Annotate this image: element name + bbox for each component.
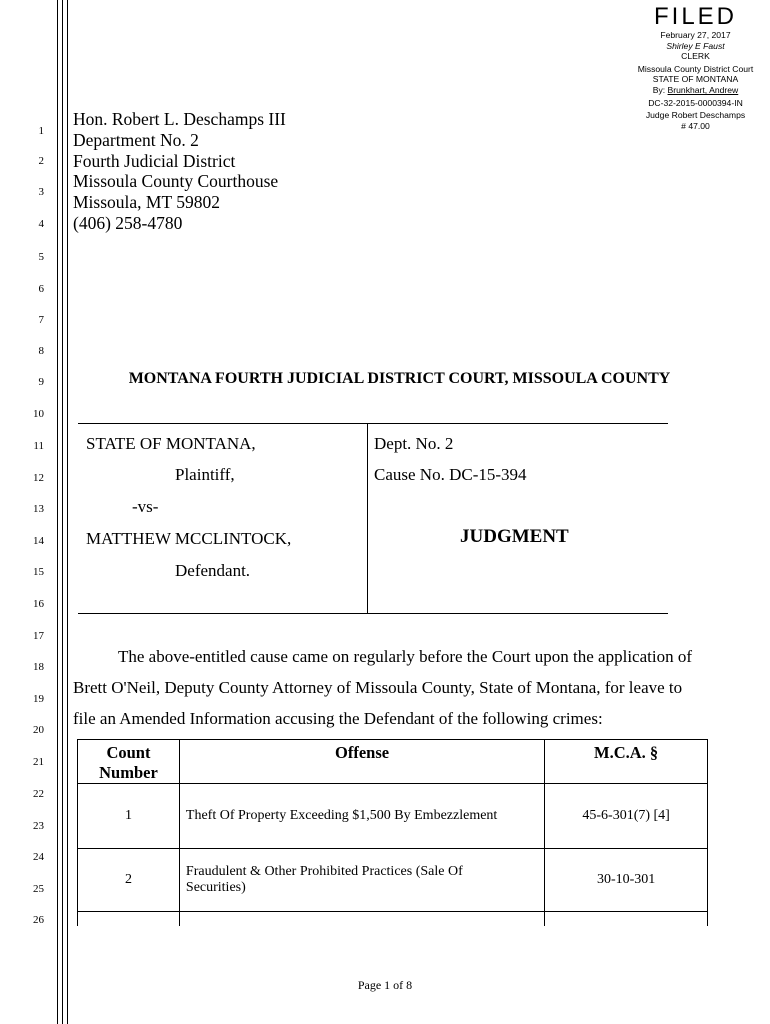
stamp-judge: Judge Robert Deschamps [645, 110, 746, 121]
caption-top-rule [78, 423, 668, 424]
line-number: 10 [33, 408, 44, 420]
line-number: 2 [38, 155, 44, 167]
count-header [78, 740, 180, 784]
body-line-3: file an Amended Information accusing the Defendant of the following crimes: [73, 709, 603, 728]
line-number: 5 [38, 251, 44, 263]
line-number: 14 [33, 535, 44, 547]
clerk-name: Shirley E Faust [666, 40, 725, 51]
filed-date: February 27, 2017 [660, 30, 731, 40]
filed-stamp [628, 4, 763, 131]
line-number: 24 [33, 851, 44, 863]
offense-table [77, 739, 708, 926]
mca-cell: 45-6-301(7) [4] [545, 784, 708, 849]
margin-rule-middle [62, 0, 63, 1024]
clerk-title: CLERK [681, 51, 710, 62]
plaintiff-name: STATE OF MONTANA, [86, 434, 256, 453]
header-line: Hon. Robert L. Deschamps III [73, 109, 286, 129]
line-number: 9 [38, 376, 44, 388]
line-number: 25 [33, 883, 44, 895]
offense-cell [179, 849, 544, 912]
line-number: 18 [33, 661, 44, 673]
line-number: 1 [38, 125, 44, 137]
line-number: 19 [33, 693, 44, 705]
document-title: JUDGMENT [460, 526, 569, 547]
stamp-by-prefix: By: [652, 84, 668, 95]
count-cell: 1 [78, 784, 180, 849]
stamp-doc-number: # 47.00 [681, 120, 710, 131]
mca-cell: 30-10-301 [545, 849, 708, 912]
offense-cell-empty [179, 912, 544, 926]
defendant-role: Defendant. [175, 561, 251, 580]
offense-header: Offense [179, 740, 544, 784]
line-number: 23 [33, 820, 44, 832]
header-line: Department No. 2 [73, 129, 199, 150]
dept-number: Dept. No. 2 [374, 434, 454, 453]
count-cell: 2 [78, 849, 180, 912]
page-number: Page 1 of 8 [357, 978, 413, 992]
line-number: 4 [38, 218, 44, 230]
margin-rule-right [67, 0, 68, 1024]
line-number: 20 [33, 724, 44, 736]
stamp-by-name: Brunkhart, Andrew [667, 84, 739, 95]
court-title: MONTANA FOURTH JUDICIAL DISTRICT COURT, MISSOULA COUNTY [128, 370, 671, 387]
stamp-by [628, 85, 763, 96]
versus-label: -vs- [132, 497, 159, 516]
line-number: 7 [38, 314, 44, 326]
caption-bottom-rule [78, 613, 668, 614]
line-number: 8 [38, 345, 44, 357]
line-number: 11 [33, 440, 44, 452]
count-cell-empty [78, 912, 180, 926]
body-line-2: Brett O'Neil, Deputy County Attorney of Missoula County, State of Montana, for leave to [73, 678, 683, 697]
table-header-row [78, 740, 708, 784]
line-number: 21 [33, 756, 44, 768]
stamp-state: STATE OF MONTANA [652, 74, 739, 85]
header-line: Missoula, MT 59802 [73, 192, 220, 213]
mca-header: M.C.A. § [545, 740, 708, 784]
table-row-continued [78, 912, 708, 926]
body-line-1: The above-entitled cause came on regularly before the Court upon the application of [118, 647, 692, 666]
line-number: 16 [33, 598, 44, 610]
margin-rule-left [57, 0, 58, 1024]
mca-cell-empty [545, 912, 708, 926]
count-header-line1: Count [106, 743, 151, 762]
line-number: 17 [33, 630, 44, 642]
cause-number: Cause No. DC-15-394 [374, 465, 527, 484]
judge-header [73, 109, 286, 234]
stamp-court: Missoula County District Court [637, 63, 754, 74]
caption-divider [367, 423, 368, 614]
count-header-line2: Number [99, 763, 158, 782]
offense-line: Securities) [185, 880, 246, 895]
defendant-name: MATTHEW MCCLINTOCK, [86, 529, 292, 548]
line-number: 6 [38, 283, 44, 295]
offense-line: Fraudulent & Other Prohibited Practices (Sale Of [185, 864, 463, 879]
stamp-case-id: DC-32-2015-0000394-IN [648, 97, 743, 108]
line-number: 12 [33, 472, 44, 484]
header-line: (406) 258-4780 [73, 212, 183, 233]
line-number: 3 [38, 186, 44, 198]
line-number: 15 [33, 566, 44, 578]
line-number: 13 [33, 503, 44, 515]
header-line: Missoula County Courthouse [73, 171, 279, 192]
offense-cell: Theft Of Property Exceeding $1,500 By Embezzlement [179, 784, 544, 849]
table-row [78, 784, 708, 849]
line-number: 26 [33, 914, 44, 926]
table-row [78, 849, 708, 912]
header-line: Fourth Judicial District [73, 150, 236, 171]
filed-heading: FILED [653, 3, 737, 30]
line-number: 22 [33, 788, 44, 800]
plaintiff-role: Plaintiff, [175, 465, 235, 484]
